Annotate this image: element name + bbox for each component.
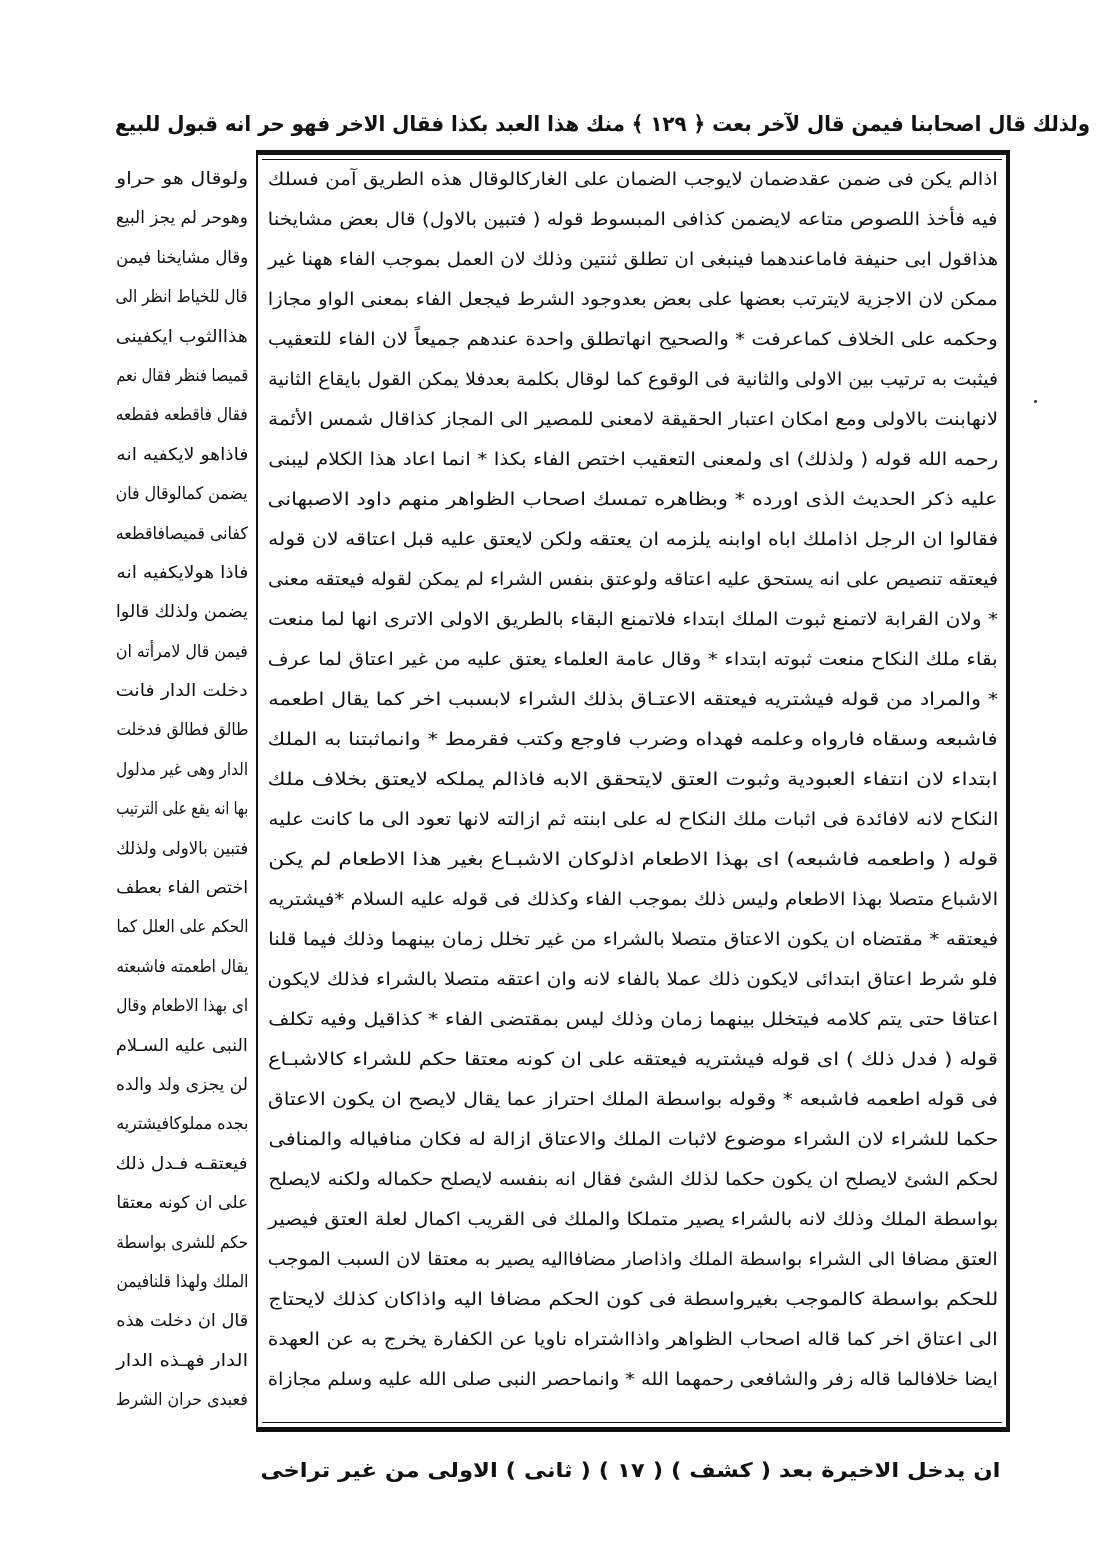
commentary-text — [268, 160, 998, 1400]
main-line-text: هذاقول ابى حنيفة فاماعندهما فينبغى ان تطلق ثنتين وذلك لان العمل بموجب الفاء ههنا غير — [267, 249, 998, 270]
side-line — [112, 711, 248, 750]
main-line-text: فاشبعه وسقاه فارواه وعلمه فهداه وضرب فاوجع وكتب فقرمط * وانماثبتنا به الملك — [268, 729, 998, 750]
main-line-text: للحكم بواسطة كالموجب بغيرواسطة فى كون الحكم مضافا اليه واذاكان كذلك لايحتاج — [267, 1289, 998, 1310]
side-line — [112, 396, 248, 435]
side-line — [112, 1302, 248, 1341]
side-line-text: قال ان دخلت هذه — [116, 1311, 248, 1332]
side-line — [112, 593, 248, 632]
side-line-text: قميصا فنظر فقال نعم — [116, 365, 248, 386]
main-line — [268, 200, 998, 240]
main-line — [268, 760, 998, 800]
side-line — [112, 908, 248, 947]
side-line-text: الملك ولهذا قلنافيمن — [116, 1271, 248, 1292]
main-line — [268, 600, 998, 640]
main-line — [268, 640, 998, 680]
side-line — [112, 1066, 248, 1105]
side-line-text: اى بهذا الاطعام وقال — [116, 996, 248, 1017]
side-line-text: فقال فاقطعه فقطعه — [116, 405, 248, 426]
main-line-text: فى قوله اطعمه فاشبعه * وقوله بواسطة الملك احتراز عما يقال لايصح ان يكون الاعتاق — [268, 1089, 998, 1110]
main-line — [268, 1120, 998, 1160]
side-line — [112, 987, 248, 1026]
side-line-text: حكم للشرى بواسطة — [116, 1232, 248, 1253]
side-line — [112, 1105, 248, 1144]
side-line-text: فاذاهو لايكفيه انه — [116, 444, 248, 465]
main-line — [268, 960, 998, 1000]
main-line — [268, 1200, 998, 1240]
main-line — [268, 280, 998, 320]
side-line — [112, 318, 248, 357]
main-line-text: الاشباع متصلا بهذا الاطعام وليس ذلك بموجب الفاء وكذلك فى قوله عليه السلام *فيشتريه — [268, 889, 998, 910]
main-line — [268, 1160, 998, 1200]
main-line — [268, 1040, 998, 1080]
side-line — [112, 1381, 248, 1420]
side-line — [112, 357, 248, 396]
main-line — [268, 360, 998, 400]
main-line-text: فيعتقه تنصيص على انه يستحق عليه اعتاقه ولوعتق بنفس الشراء لم يمكن لقوله فيعتقه معنى — [268, 569, 998, 590]
side-line — [112, 948, 248, 987]
side-line-text: الدار فهـذه الدار — [116, 1350, 248, 1371]
main-line — [268, 1080, 998, 1120]
side-line-text: وهوحر لم يجز البيع — [116, 208, 248, 229]
side-line — [112, 1145, 248, 1184]
side-line — [112, 160, 248, 199]
side-line — [112, 239, 248, 278]
main-line-text: فيثبت به ترتيب بين الاولى والثانية فى الوقوع كما لوقال بكلمة بعدفلا يمكن القول بايقاع الثانية — [268, 369, 998, 390]
main-line-text: فيه فأخذ اللصوص متاعه لايضمن كذافى المبسوط قوله ( فتبين بالاول) قال بعض مشايخنا — [267, 209, 998, 230]
main-line-text: وحكمه على الخلاف كماعرفت * والصحيح انهاتطلق واحدة عندهم جميعاً لان الفاء للتعقيب — [268, 329, 998, 350]
main-line-text: قوله ( واطعمه فاشبعه) اى بهذا الاطعام اذلوكان الاشبـاع بغير هذا الاطعام لم يكن — [268, 849, 998, 870]
main-line — [268, 1360, 998, 1400]
main-line-text: * ولان القرابة لاتمنع ثبوت الملك ابتداء فلاتمنع البقاء بالطريق الاولى الاترى انها لما منعت — [268, 609, 998, 630]
main-line-text: لحكم الشئ لايصلح ان يكون حكما لذلك الشئ فقال انه بنفسه لايصلح حكماله ولكنه لايصلح — [268, 1169, 998, 1190]
main-line-text: رحمه الله قوله ( ولذلك) اى ولمعنى التعقيب اختص الفاء بكذا * انما اعاد هذا الكلام ليبنى — [268, 449, 998, 470]
side-line-text: يضمن كمالوقال فان — [116, 484, 248, 505]
main-line — [268, 880, 998, 920]
main-line-text: فيعتقه * مقتضاه ان يكون الاعتاق متصلا بالشراء من غير تخلل زمان بينهما وذلك فيما قلنا — [267, 929, 998, 950]
main-line-text: فلو شرط اعتاق ابتدائى لايكون ذلك عملا بالفاء لانه وان اعتقه متصلا بالشراء فذلك لايكون — [268, 969, 998, 990]
main-line-text: اذالم يكن فى ضمن عقدضمان لايوجب الضمان على الغاركالوقال هذه الطريق آمن فسلك — [267, 169, 998, 190]
side-line — [112, 554, 248, 593]
side-line — [112, 1027, 248, 1066]
catchword-footer: ان يدخل الاخيرة بعد ( كشف ) ( ١٧ ) ( ثانى ) الاولى من غير تراخى — [260, 1458, 1000, 1482]
side-line — [112, 869, 248, 908]
main-line-text: بواسطة الملك وذلك لانه بالشراء يصير متملكا والملك فى القريب اكمال لعلة العتق فيصير — [268, 1209, 998, 1230]
main-line — [268, 240, 998, 280]
main-line-text: النكاح لانه لافائدة فى اثبات ملك النكاح له على ابنته ثم ازالته لانها تعود الى ما كانت عليه — [268, 809, 998, 830]
margin-text-column — [112, 160, 248, 1421]
main-line — [268, 1280, 998, 1320]
side-line-text: فتبين بالاولى ولذلك — [116, 838, 248, 859]
main-line — [268, 800, 998, 840]
side-line — [112, 633, 248, 672]
side-line-text: اختص الفاء بعطف — [116, 878, 248, 899]
side-line — [112, 199, 248, 238]
side-line-text: بجده مملوكافيشتريه — [116, 1114, 248, 1135]
side-line-text: ولوقال هو حراو — [116, 169, 248, 189]
side-line-text: يقال اطعمته فاشبعته — [116, 956, 248, 977]
side-line — [112, 515, 248, 554]
main-line-text: العتق مضافا الى الشراء بواسطة الملك واذاصار مضافااليه يصير به معتقا لان السبب الموجب — [268, 1249, 998, 1270]
side-line-text: هذاالثوب ايكفينى — [116, 326, 248, 347]
side-line — [112, 1342, 248, 1381]
main-line-text: عليه ذكر الحديث الذى اورده * وبظاهره تمسك اصحاب الظواهر منهم داود الاصبهانى — [268, 489, 998, 510]
main-line — [268, 320, 998, 360]
side-line-text: فيعتقـه فـدل ذلك — [116, 1153, 248, 1174]
main-line — [268, 1000, 998, 1040]
main-line — [268, 480, 998, 520]
main-line-text: ممكن لان الاجزية لايترتب بعضها على بعض بعدوجود الشرط فيجعل الفاء بمعنى الواو مجازا — [268, 289, 998, 310]
main-line-text: قوله ( فدل ذلك ) اى قوله فيشتريه فيعتقه على ان كونه معتقا حكم للشراء كالاشبـاع — [268, 1049, 998, 1070]
main-line-text: فقالوا ان الرجل اذاملك اباه اوابنه يلزمه ان يعتقه ولكن لايعتق عليه قبل اعتاقه لان قوله — [268, 529, 998, 550]
side-line-text: الحكم على العلل كما — [116, 917, 248, 938]
side-line-text: كفانى قميصافاقطعه — [116, 523, 248, 544]
side-line-text: فيمن قال لامرأته ان — [116, 641, 248, 662]
scan-speck — [1034, 400, 1037, 403]
main-line — [268, 160, 998, 200]
side-line — [112, 278, 248, 317]
side-line — [112, 1263, 248, 1302]
side-line — [112, 672, 248, 711]
side-line-text: قال للخياط انظر الى — [116, 287, 248, 308]
main-line-text: ابتداء لان انتفاء العبودية وثبوت العتق لايتحقق الابه فاذالم يملكه لايعتق بخلاف ملك — [268, 769, 998, 790]
side-line-text: طالق فطالق فدخلت — [116, 720, 248, 741]
side-line-text: النبى عليه السـلام — [116, 1035, 248, 1056]
side-line-text: بها انه يقع على الترتيب — [116, 799, 248, 820]
main-line-text: لانهابنت بالاولى ومع امكان اعتبار الحقيقة لامعنى للمصير الى المجاز كذاقال شمس الأئمة — [268, 409, 998, 430]
main-line — [268, 1240, 998, 1280]
main-line — [268, 520, 998, 560]
side-line — [112, 436, 248, 475]
main-line — [268, 720, 998, 760]
side-line-text: فعبدى حران الشرط — [116, 1390, 248, 1411]
side-line-text: دخلت الدار فانت — [116, 681, 248, 702]
side-line — [112, 1224, 248, 1263]
main-line-text: حكما للشراء لان الشراء موضوع لاثبات الملك والاعتاق ازالة له فكان منافياله والمنافى — [268, 1129, 998, 1150]
side-line-text: على ان كونه معتقا — [116, 1193, 248, 1214]
main-line — [268, 920, 998, 960]
side-line-text: فاذا هولايكفيه انه — [116, 562, 248, 583]
main-line — [268, 560, 998, 600]
side-line-text: وقال مشايخنا فيمن — [116, 247, 248, 268]
main-line-text: الى اعتاق اخر كما قاله اصحاب الظواهر واذااشتراه ناويا عن الكفارة يخرج به عن العهدة — [268, 1329, 998, 1350]
main-line-text: ايضا خلافالما قاله زفر والشافعى رحمهما الله * وانماحصر النبى صلى الله عليه وسلم مجازاة — [268, 1369, 998, 1390]
side-line — [112, 1184, 248, 1223]
main-line-text: * والمراد من قوله فيشتريه فيعتقه الاعتـاق بذلك الشراء لابسبب اخر كما يقال اطعمه — [268, 689, 998, 710]
main-line — [268, 840, 998, 880]
main-line — [268, 1320, 998, 1360]
main-line-text: بقاء ملك النكاح منعت ثبوته ابتداء * وقال عامة العلماء يعتق عليه من غير اعتاق لما عرف — [268, 649, 998, 670]
side-line — [112, 790, 248, 829]
running-header: ولذلك قال اصحابنا فيمن قال لآخر بعت ﴿ ١٢٩ ﴾ منك هذا العبد بكذا فقال الاخر فهو حر انه قبول للبيع — [115, 112, 1090, 136]
side-line-text: يضمن ولذلك قالوا — [116, 602, 248, 623]
side-line — [112, 475, 248, 514]
main-line — [268, 400, 998, 440]
side-line — [112, 751, 248, 790]
side-line-text: لن يجزى ولد والده — [116, 1074, 248, 1095]
main-line-text: اعتاقا حتى يتم كلامه فيتخلل بينهما زمان وذلك ليس بمقتضى الفاء * كذاقيل وفيه تكلف — [268, 1009, 998, 1030]
side-line-text: الدار وهى غير مدلول — [116, 759, 248, 780]
side-line — [112, 830, 248, 869]
main-line — [268, 440, 998, 480]
main-line — [268, 680, 998, 720]
